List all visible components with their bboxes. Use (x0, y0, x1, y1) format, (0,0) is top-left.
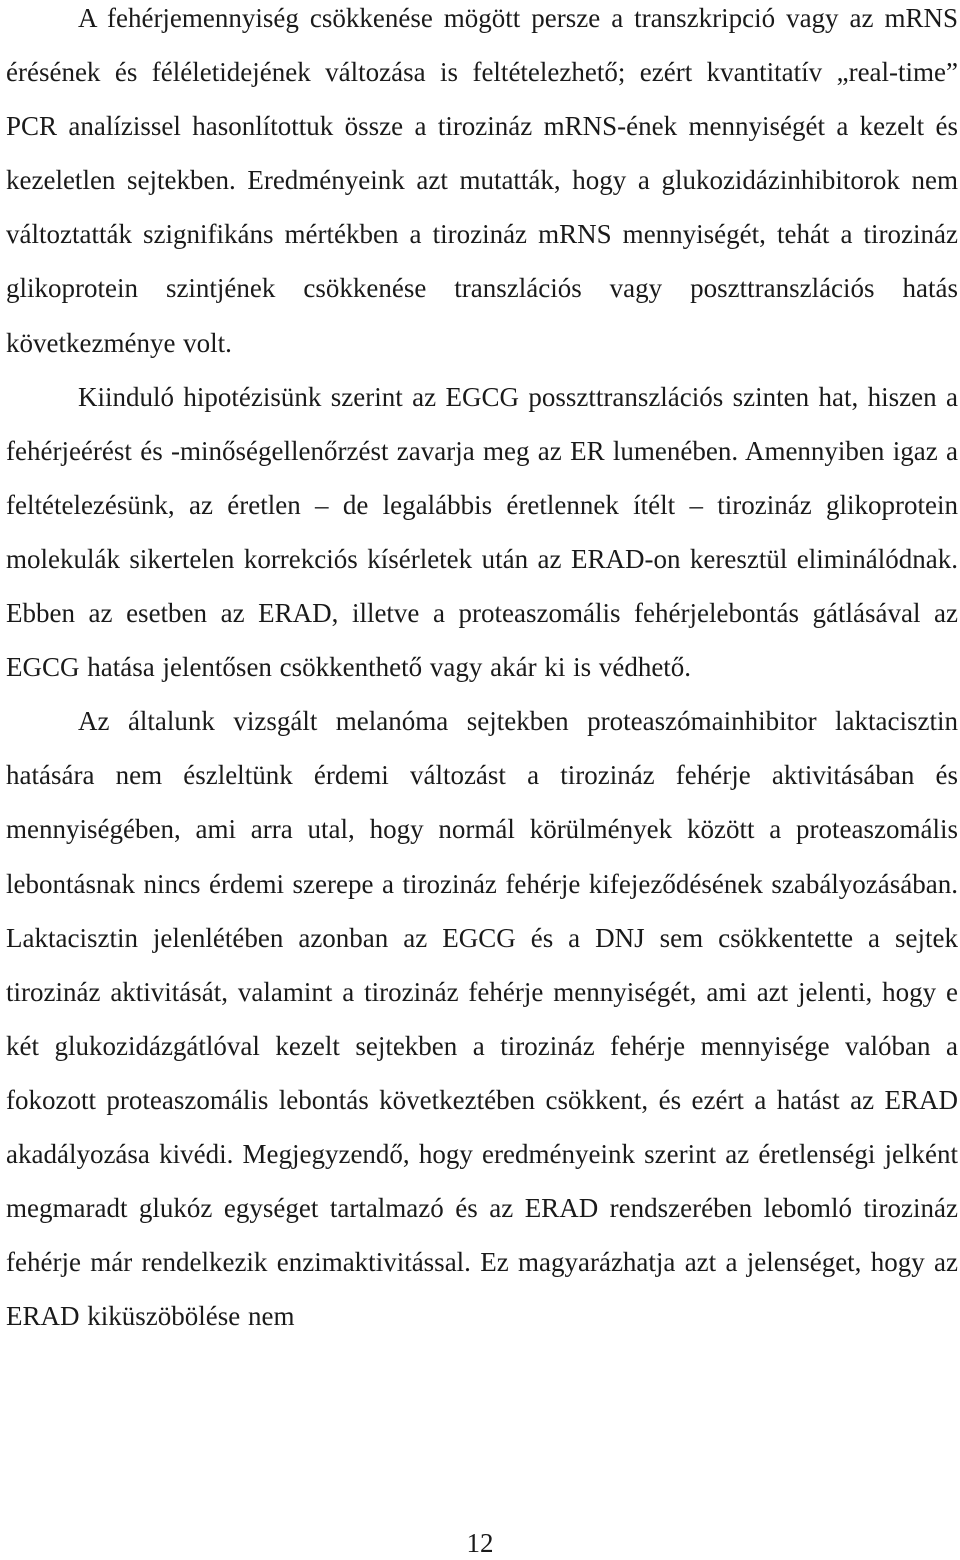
paragraph-1: A fehérjemennyiség csökkenése mögött persze a transzkripció vagy az mRNS érésének és féléletidejének változása is feltételezhető; ezért kvantitatív „real-time” PCR analízissel hasonlítottuk össze a tirozináz mRNS-ének mennyiségét a kezelt és kezeletlen sejtekben. Eredményeink azt mutatták, hogy a glukozidázinhibitorok nem változtatták szignifikáns mértékben a tirozináz mRNS mennyiségét, tehát a tirozináz glikoprotein szintjének csökkenése transzlációs vagy poszttranszlációs hatás következménye volt. (6, 3, 958, 358)
paragraph-2: Kiinduló hipotézisünk szerint az EGCG posszttranszlációs szinten hat, hiszen a fehérjeérést és -minőségellenőrzést zavarja meg az ER lumenében. Amennyiben igaz a feltételezésünk, az éretlen – de legalábbis éretlennek ítélt – tirozináz glikoprotein molekulák sikertelen korrekciós kísérletek után az ERAD-on keresztül eliminálódnak. Ebben az esetben az ERAD, illetve a proteaszomális fehérjelebontás gátlásával az EGCG hatása jelentősen csökkenthető vagy akár ki is védhető. (6, 381, 958, 683)
body-text (6, 0, 958, 1343)
page-number: 12 (466, 1528, 494, 1558)
paragraph-3: Az általunk vizsgált melanóma sejtekben proteaszómainhibitor laktacisztin hatására nem észleltünk érdemi változást a tirozináz fehérje aktivitásában és mennyiségében, ami arra utal, hogy normál körülmények között a proteaszomális lebontásnak nincs érdemi szerepe a tirozináz fehérje kifejeződésének szabályozásában. Laktacisztin jelenlétében azonban az EGCG és a DNJ sem csökkentette a sejtek tirozináz aktivitását, valamint a tirozináz fehérje mennyiségét, ami azt jelenti, hogy e két glukozidázgátlóval kezelt sejtekben a tirozináz fehérje mennyisége valóban a fokozott proteaszomális lebontás következtében csökkent, és ezért a hatást az ERAD akadályozása kivédi. Megjegyzendő, hogy eredményeink szerint az éretlenségi jelként megmaradt glukóz egységet tartalmazó és az ERAD rendszerében lebomló tirozináz fehérje már rendelkezik enzimaktivitással. Ez magyarázhatja azt a jelenséget, hogy az ERAD kiküszöbölése nem (6, 706, 958, 1332)
